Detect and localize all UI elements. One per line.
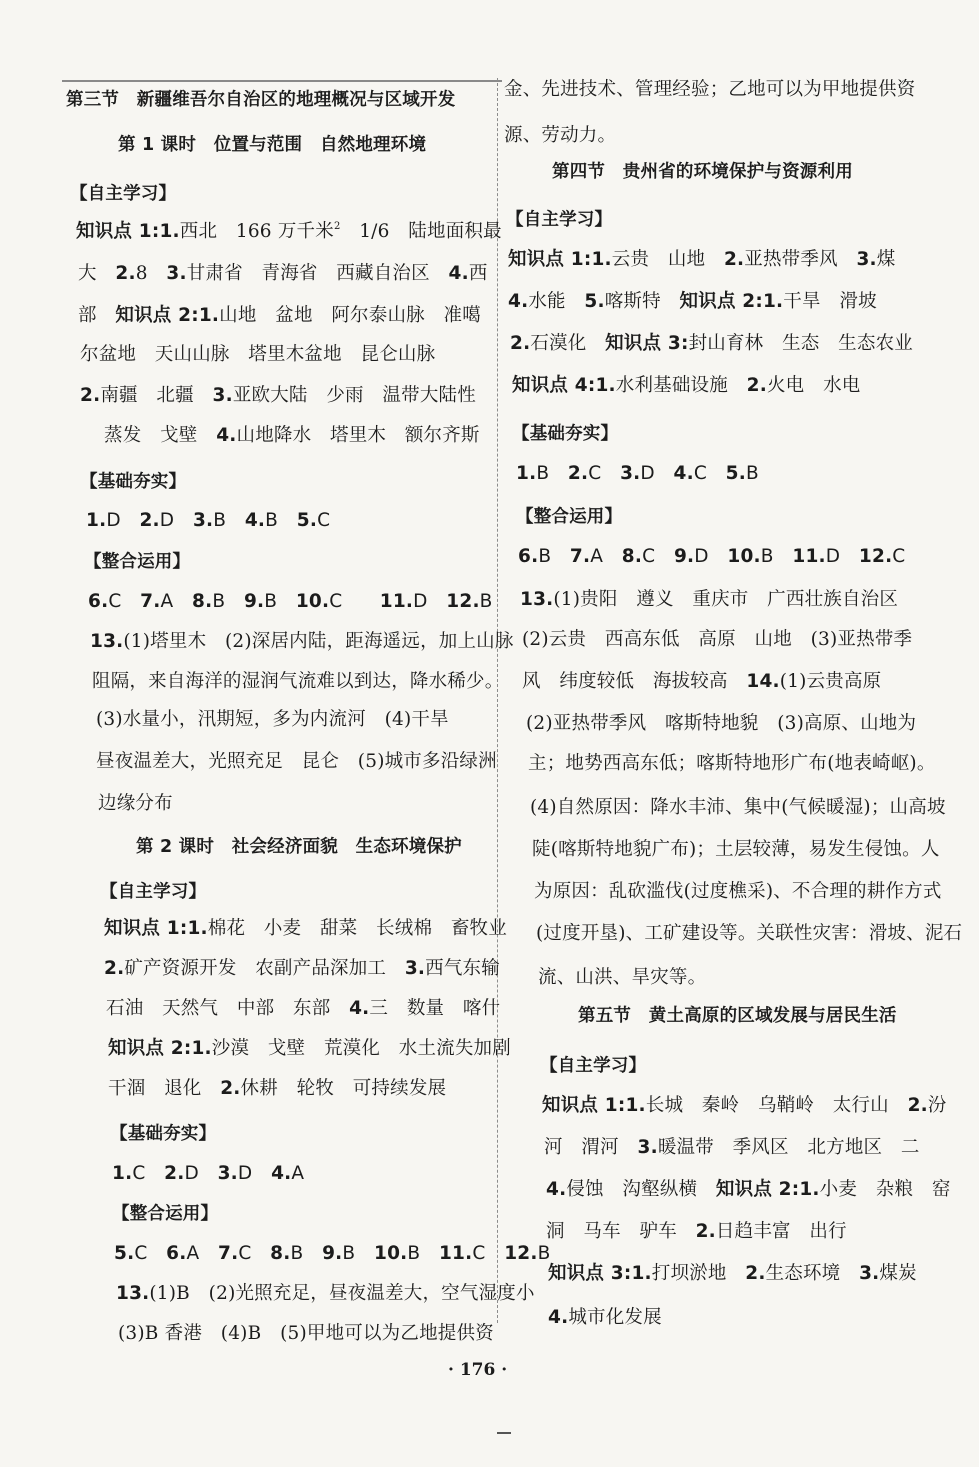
answer-text: 亚热带季风	[744, 249, 857, 270]
item-number: 13.	[90, 631, 124, 652]
knowledge-point-label: 知识点 2	[115, 305, 192, 326]
section-5-title: 第五节 黄土高原的区域发展与居民生活	[578, 1006, 897, 1026]
knowledge-point-label: 知识点 1	[508, 249, 584, 270]
item-number: 3.	[166, 263, 187, 284]
item-number: 1.	[198, 305, 220, 326]
q-ans: B	[290, 1243, 304, 1264]
item-number: 3.	[404, 958, 426, 979]
line: 尔盆地 天山山脉 塔里木盆地 昆仑山脉	[80, 344, 436, 365]
heading-integrated: 【整合运用】	[84, 552, 191, 572]
answer-text: (1)贵阳 遵义 重庆市 广西壮族自治区	[553, 589, 899, 610]
answer-text: 干涸 退化	[108, 1078, 221, 1099]
item-number: 2.	[907, 1095, 928, 1116]
q-ans: C	[134, 1243, 148, 1264]
line	[116, 1282, 535, 1306]
colon: :	[791, 1179, 800, 1200]
answer-text: 打坝淤地	[651, 1263, 746, 1284]
q-num: 3.	[620, 463, 641, 484]
mc-answers	[516, 462, 759, 486]
item-number: 4.	[548, 1307, 569, 1328]
answer-text: 棉花 小麦 甜菜 长绒棉 畜牧业	[207, 918, 507, 939]
q-ans: B	[407, 1243, 421, 1264]
line: (过度开垦)、工矿建设等。关联性灾害：滑坡、泥石	[536, 923, 963, 944]
item-number: 2.	[104, 958, 125, 979]
colon: :	[680, 333, 689, 354]
colon: :	[151, 221, 160, 242]
line	[548, 1306, 662, 1330]
item-number: 4.	[508, 291, 529, 312]
q-num: 8.	[621, 546, 643, 567]
item-number: 1.	[187, 918, 208, 939]
item-number: 14.	[746, 671, 780, 692]
answer-text: 西	[468, 263, 488, 284]
q-num: 4.	[673, 463, 694, 484]
answer-text: 风 纬度较低 海拔较高	[522, 671, 747, 692]
answer-text: 水利基础设施	[615, 375, 747, 396]
q-num: 9.	[673, 546, 695, 567]
mc-answers	[88, 590, 493, 614]
page-number: · 176 ·	[448, 1360, 508, 1380]
line	[80, 384, 476, 408]
answer-text: (1)云贵高原	[779, 671, 882, 692]
q-ans: A	[291, 1163, 305, 1184]
line: 流、山洪、旱灾等。	[538, 967, 707, 988]
q-ans: B	[265, 510, 279, 531]
q-num: 10.	[727, 546, 761, 567]
item-number: 1.	[799, 1179, 820, 1200]
column-divider	[497, 78, 498, 1323]
item-number: 3.	[637, 1137, 658, 1158]
answer-text: (1)塔里木 (2)深居内陆，距海遥远，加上山脉	[123, 631, 514, 652]
item-number: 4.	[216, 425, 237, 446]
line: (2)云贵 西高东低 高原 山地 (3)亚热带季	[522, 629, 913, 650]
q-num: 4.	[244, 510, 266, 531]
heading-integrated: 【整合运用】	[516, 507, 623, 527]
answer-text: 火电 水电	[766, 375, 861, 396]
q-ans: C	[132, 1163, 146, 1184]
line: 边缘分布	[98, 793, 173, 814]
answer-text: 石漠化	[530, 333, 606, 354]
knowledge-point-label: 知识点 1	[542, 1095, 618, 1116]
q-ans: A	[590, 546, 604, 567]
item-number: 4.	[448, 263, 469, 284]
answer-text: 石油 天然气 中部 东部	[106, 998, 350, 1019]
q-num: 2.	[164, 1163, 185, 1184]
item-number: 5.	[584, 291, 605, 312]
heading-foundation: 【基础夯实】	[110, 1124, 217, 1144]
answer-text: 日趋丰富 出行	[715, 1221, 847, 1242]
q-num: 6.	[166, 1243, 187, 1264]
answer-text: 西气东输	[425, 958, 500, 979]
q-ans: C	[588, 463, 602, 484]
line	[512, 374, 860, 398]
q-ans: C	[238, 1243, 252, 1264]
q-ans: B	[479, 591, 493, 612]
q-num: 3.	[192, 510, 214, 531]
item-number: 13.	[520, 589, 554, 610]
item-number: 3.	[856, 249, 877, 270]
line: 昼夜温差大，光照充足 昆仑 (5)城市多沿绿洲	[96, 751, 497, 772]
answer-text: 部	[78, 305, 116, 326]
q-ans: B	[213, 510, 227, 531]
q-ans: D	[184, 1163, 199, 1184]
answer-text: 城市化发展	[568, 1307, 662, 1328]
answer-text: 山地降水 塔里木 额尔齐斯	[236, 425, 480, 446]
line: (3)水量小，汛期短，多为内流河 (4)干旱	[96, 709, 449, 730]
answer-text: 云贵 山地	[611, 249, 724, 270]
q-num: 5.	[114, 1243, 135, 1264]
line	[548, 1262, 917, 1286]
answer-text: 西北 166 万千米	[179, 221, 334, 242]
knowledge-point-label: 知识点 4	[512, 375, 588, 396]
answer-text: (1)B (2)光照充足，昼夜温差大，空气湿度小	[149, 1283, 535, 1304]
q-ans: C	[693, 463, 707, 484]
q-num: 6.	[88, 591, 109, 612]
item-number: 1.	[159, 221, 180, 242]
q-num: 9.	[322, 1243, 343, 1264]
q-num: 12.	[858, 546, 893, 567]
item-number: 2.	[80, 385, 101, 406]
item-number: 1.	[631, 1263, 652, 1284]
heading-integrated: 【整合运用】	[112, 1204, 219, 1224]
q-num: 7.	[140, 591, 161, 612]
item-number: 1.	[595, 375, 616, 396]
line	[544, 1136, 920, 1160]
answer-text: 1/6 陆地面积最	[340, 221, 502, 242]
q-num: 3.	[217, 1163, 238, 1184]
item-number: 1.	[762, 291, 784, 312]
mc-answers	[114, 1242, 550, 1266]
q-ans: B	[538, 546, 552, 567]
q-num: 11.	[438, 1243, 473, 1264]
answer-text: 矿产资源开发 农副产品深加工	[124, 958, 405, 979]
line	[510, 332, 913, 356]
knowledge-point-label: 知识点 2	[679, 291, 756, 312]
q-ans: D	[413, 591, 428, 612]
answer-text: 三 数量 喀什	[369, 998, 501, 1019]
q-ans: B	[536, 463, 550, 484]
q-num: 2.	[567, 463, 589, 484]
q-num: 9.	[243, 591, 265, 612]
heading-foundation: 【基础夯实】	[512, 424, 619, 444]
line	[90, 630, 514, 654]
answer-text: 甘肃省 青海省 西藏自治区	[186, 263, 449, 284]
q-ans: D	[237, 1163, 253, 1184]
lesson-2-title: 第 2 课时 社会经济面貌 生态环境保护	[136, 837, 462, 857]
answer-text: 暖温带 季风区 北方地区 二	[657, 1137, 920, 1158]
line: (2)亚热带季风 喀斯特地貌 (3)高原、山地为	[526, 713, 917, 734]
colon: :	[587, 375, 596, 396]
colon: :	[583, 249, 592, 270]
q-ans: C	[642, 546, 656, 567]
q-num: 7.	[218, 1243, 239, 1264]
heading-self-study: 【自主学习】	[506, 210, 613, 230]
heading-self-study: 【自主学习】	[70, 184, 177, 204]
line	[546, 1220, 847, 1244]
answer-text: 干旱 滑坡	[783, 291, 877, 312]
item-number: 4.	[546, 1179, 567, 1200]
top-rule	[62, 80, 502, 82]
q-num: 12.	[504, 1243, 538, 1264]
line	[104, 424, 480, 448]
answer-text: 水能	[528, 291, 585, 312]
answer-text: 沙漠 戈壁 荒漠化 水土流失加剧	[211, 1038, 511, 1059]
item-number: 4.	[349, 998, 370, 1019]
q-ans: D	[640, 463, 655, 484]
answer-text: 喀斯特	[604, 291, 680, 312]
knowledge-point-label: 知识点 3	[605, 333, 681, 354]
item-number: 2.	[510, 333, 531, 354]
item-number: 2.	[115, 263, 136, 284]
q-num: 12.	[446, 591, 480, 612]
answer-text: 煤炭	[879, 1263, 917, 1284]
heading-self-study: 【自主学习】	[540, 1056, 647, 1076]
line: 金、先进技术、管理经验；乙地可以为甲地提供资	[504, 79, 916, 100]
item-number: 2.	[745, 1263, 766, 1284]
section-4-title: 第四节 贵州省的环境保护与资源利用	[552, 162, 853, 182]
bottom-mark	[497, 1432, 511, 1434]
q-num: 4.	[271, 1163, 292, 1184]
q-ans: C	[108, 591, 122, 612]
answer-text: 8	[135, 263, 167, 284]
heading-self-study: 【自主学习】	[100, 882, 207, 902]
q-num: 7.	[569, 546, 591, 567]
knowledge-point-label: 知识点 3	[548, 1263, 624, 1284]
item-number: 13.	[116, 1283, 150, 1304]
mc-answers	[112, 1162, 304, 1186]
knowledge-point-label: 知识点 1	[104, 918, 180, 939]
q-ans: B	[537, 1243, 551, 1264]
line	[78, 262, 488, 286]
q-num: 10.	[295, 591, 330, 612]
q-num: 1.	[516, 463, 537, 484]
answer-text: 南疆 北疆	[100, 385, 213, 406]
answer-text: 洞 马车 驴车	[546, 1221, 696, 1242]
q-num: 5.	[296, 510, 318, 531]
item-number: 2.	[723, 249, 745, 270]
q-ans: D	[159, 510, 175, 531]
line	[108, 1037, 511, 1061]
colon: :	[617, 1095, 626, 1116]
line: 陡(喀斯特地貌广布)；土层较薄，易发生侵蚀。人	[532, 839, 940, 860]
line	[104, 917, 507, 941]
answer-text: 亚欧大陆 少雨 温带大陆性	[232, 385, 476, 406]
item-number: 2.	[695, 1221, 716, 1242]
line: 源、劳动力。	[504, 125, 617, 146]
item-number: 1.	[625, 1095, 646, 1116]
q-ans: B	[264, 591, 278, 612]
mc-answers	[518, 545, 905, 569]
q-num: 11.	[379, 591, 414, 612]
line: 为原因：乱砍滥伐(过度樵采)、不合理的耕作方式	[534, 881, 942, 902]
q-num: 10.	[374, 1243, 408, 1264]
q-ans: C	[472, 1243, 486, 1264]
item-number: 1.	[191, 1038, 212, 1059]
line	[542, 1094, 947, 1118]
answer-text: 蒸发 戈壁	[104, 425, 217, 446]
q-num: 8.	[270, 1243, 291, 1264]
line: (3)B 香港 (4)B (5)甲地可以为乙地提供资	[118, 1323, 494, 1344]
line	[106, 997, 500, 1021]
q-num: 6.	[518, 546, 539, 567]
q-num: 2.	[139, 510, 160, 531]
item-number: 2.	[746, 375, 767, 396]
knowledge-point-label: 知识点 1	[76, 221, 152, 242]
line	[546, 1178, 951, 1202]
q-ans: C	[317, 510, 331, 531]
q-ans: A	[160, 591, 174, 612]
knowledge-point-label: 知识点 2	[108, 1038, 184, 1059]
line	[520, 588, 898, 612]
line	[508, 248, 895, 272]
line	[104, 957, 500, 981]
q-num: 5.	[725, 463, 746, 484]
section-3-title: 第三节 新疆维吾尔自治区的地理概况与区域开发	[66, 90, 456, 110]
answer-text: 汾	[927, 1095, 947, 1116]
mc-answers	[86, 509, 330, 533]
answer-text: 小麦 杂粮 窑	[819, 1179, 951, 1200]
answer-text: 煤	[876, 249, 896, 270]
q-ans: B	[760, 546, 774, 567]
line	[78, 304, 481, 328]
superscript: 2	[333, 221, 341, 232]
colon: :	[755, 291, 763, 312]
q-ans: C	[329, 591, 343, 612]
q-ans: B	[212, 591, 226, 612]
q-num: 1.	[86, 510, 107, 531]
line	[508, 290, 877, 314]
answer-text: 河 渭河	[544, 1137, 638, 1158]
q-ans: B	[342, 1243, 356, 1264]
line: 主；地势西高东低；喀斯特地形广布(地表崎岖)。	[528, 753, 936, 774]
line	[76, 220, 502, 244]
answer-text: 侵蚀 沟壑纵横	[566, 1179, 716, 1200]
colon: :	[191, 305, 199, 326]
q-ans: C	[892, 546, 906, 567]
item-number: 2.	[220, 1078, 241, 1099]
line: (4)自然原因：降水丰沛、集中(气候暖湿)；山高坡	[530, 797, 946, 818]
q-ans: A	[186, 1243, 200, 1264]
q-num: 1.	[112, 1163, 133, 1184]
item-number: 3.	[859, 1263, 880, 1284]
answer-text: 生态环境	[765, 1263, 860, 1284]
line	[522, 670, 881, 694]
q-num: 11.	[792, 546, 826, 567]
answer-text: 长城 秦岭 乌鞘岭 太行山	[645, 1095, 908, 1116]
colon: :	[179, 918, 188, 939]
q-ans: B	[745, 463, 759, 484]
q-ans: D	[694, 546, 709, 567]
q-num: 8.	[192, 591, 213, 612]
knowledge-point-label: 知识点 2	[715, 1179, 792, 1200]
answer-text: 山地 盆地 阿尔泰山脉 准噶	[219, 305, 481, 326]
q-ans: D	[825, 546, 841, 567]
answer-text: 封山育林 生态 生态农业	[688, 333, 913, 354]
line	[108, 1077, 446, 1101]
item-number: 1.	[591, 249, 612, 270]
answer-text: 大	[78, 263, 116, 284]
lesson-1-title: 第 1 课时 位置与范围 自然地理环境	[118, 135, 427, 155]
line: 阻隔，来自海洋的湿润气流难以到达，降水稀少。	[92, 671, 504, 692]
q-ans: D	[106, 510, 121, 531]
answer-text: 休耕 轮牧 可持续发展	[240, 1078, 447, 1099]
heading-foundation: 【基础夯实】	[80, 472, 187, 492]
colon: :	[183, 1038, 192, 1059]
colon: :	[623, 1263, 632, 1284]
item-number: 3.	[212, 385, 233, 406]
